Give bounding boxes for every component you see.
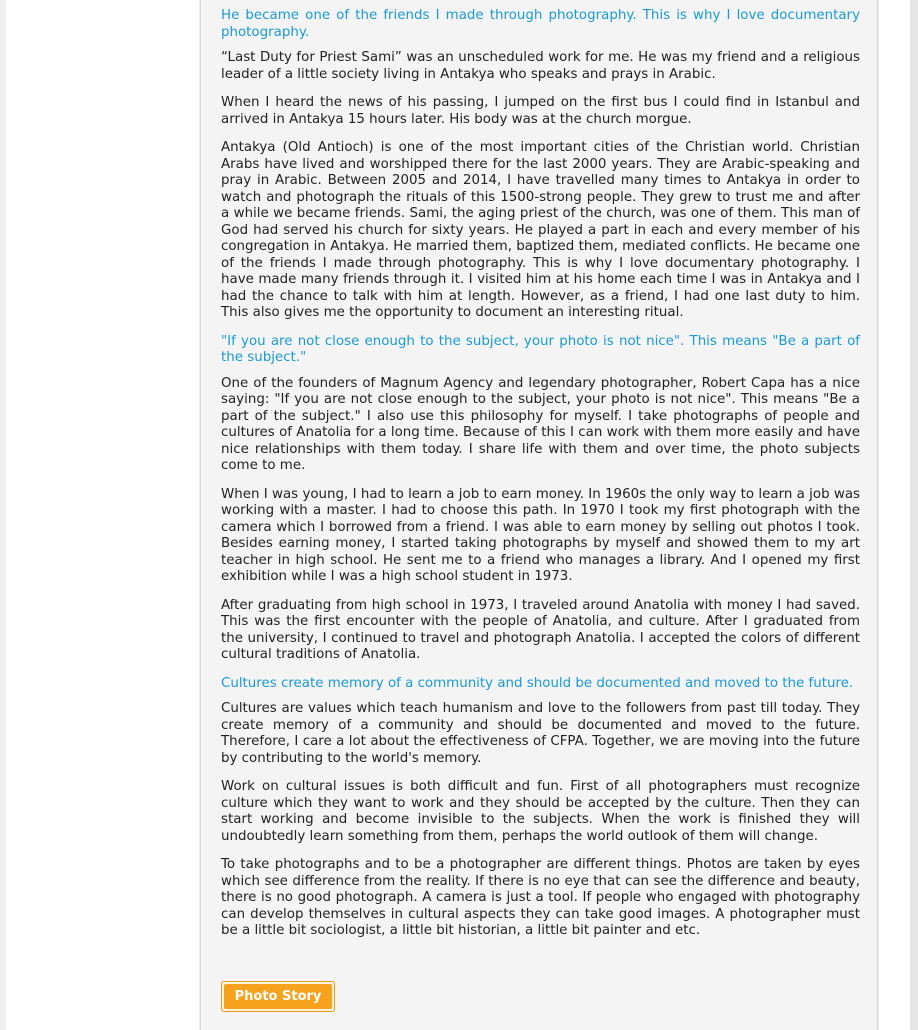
photo-story-button-label: Photo Story — [224, 984, 332, 1009]
paragraph: One of the founders of Magnum Agency and legendary photographer, Robert Capa has a nice saying: "If you are not close enough to the subject, your photo is not nice". This means "Be a part of the subject." I also use this philosophy for myself. I take photographs of people and cultures of Anatolia for a long time. Because of this I can work with them more easily and have nice relationships with them today. I share life with them and over time, the photo subjects come to me. — [221, 375, 860, 473]
paragraph: To take photographs and to be a photographer are different things. Photos are taken by eyes which see difference from the reality. If there is no eye that can see the difference and beauty, there is no good photograph. A camera is just a tool. If people who engaged with photography can develop themselves in cultural aspects they can take good images. A photographer must be a little bit sociologist, a little bit historian, a little bit painter and etc. — [221, 857, 860, 938]
left-sidebar — [6, 0, 199, 1030]
paragraph: Cultures are values which teach humanism and love to the followers from past till today. They create memory of a community and should be documented and moved to the future. Therefore, I care a lot about the effectiveness of CFPA. Together, we are moving into the future by contributing to the world's memory. — [221, 701, 860, 766]
article-body — [221, 8, 860, 952]
paragraph: When I heard the news of his passing, I jumped on the first bus I could find in Istanbul and arrived in Antakya 15 hours later. His body was at the church morgue. — [221, 95, 860, 127]
paragraph: After graduating from high school in 1973, I traveled around Anatolia with money I had saved. This was the first encounter with the people of Anatolia, and culture. After I graduated from the university, I continued to travel and photograph Anatolia. I accepted the colors of different cultural traditions of Anatolia. — [221, 597, 860, 662]
photo-story-button[interactable] — [221, 981, 335, 1012]
right-margin — [879, 0, 910, 1030]
paragraph: When I was young, I had to learn a job to earn money. In 1960s the only way to learn a job was working with a master. I had to choose this path. In 1970 I took my first photograph with the camera which I borrowed from a friend. I was able to earn money by selling out photos I took. Besides earning money, I started taking photographs by myself and showed them to my art teacher in high school. He sent me to a friend who manages a library. And I opened my first exhibition while I was a high school student in 1973. — [221, 486, 860, 584]
scrollbar-track[interactable] — [910, 0, 918, 1030]
subheading-cultures: Cultures create memory of a community and should be documented and moved to the future. — [221, 675, 854, 691]
subheading-capa-quote: "If you are not close enough to the subject, your photo is not nice". This means "Be a part of the subject." — [221, 333, 860, 365]
paragraph: “Last Duty for Priest Sami” was an unscheduled work for me. He was my friend and a religious leader of a little society living in Antakya who speaks and prays in Arabic. — [221, 50, 860, 82]
paragraph: Antakya (Old Antioch) is one of the most important cities of the Christian world. Christian Arabs have lived and worshipped there for the last 2000 years. They are Arabic-speaking and pray in Arabic. Between 2005 and 2014, I have travelled many times to Antakya in order to watch and photograph the rituals of this 1500-strong people. They grew to trust me and after a while we became friends. Sami, the aging priest of the church, was one of them. This man of God had served his church for sixty years. He played a part in each and every member of his congregation in Antakya. He married them, baptized them, mediated conflicts. He became one of the friends I made through photography. This is why I love documentary photography. I have made many friends through it. I visited him at his home each time I was in Antakya and I had the chance to talk with him at length. However, as a friend, I had one last duty to him. This also gives me the opportunity to document an interesting ritual. — [221, 140, 860, 320]
article-panel — [200, 0, 878, 1030]
paragraph: Work on cultural issues is both difficult and fun. First of all photographers must recognize culture which they want to work and they should be accepted by the culture. Then they can start working and become invisible to the subjects. When the work is finished they will undoubtedly learn something from them, perhaps the world outlook of them will change. — [221, 779, 860, 844]
subheading-friends: He became one of the friends I made through photography. This is why I love documentary photography. — [221, 8, 860, 40]
